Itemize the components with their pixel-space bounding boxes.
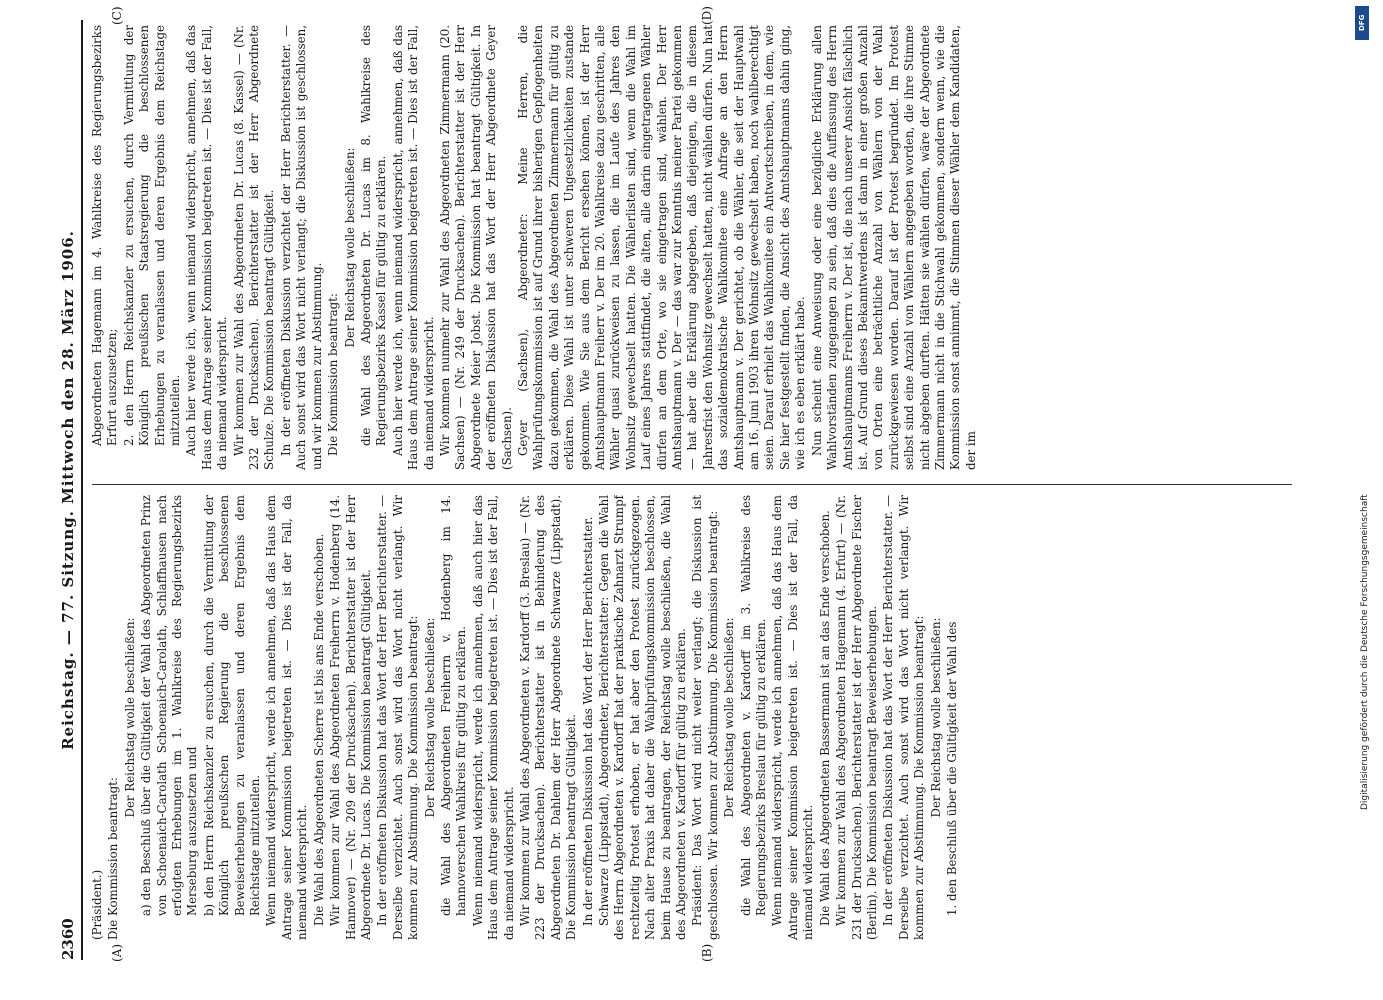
paragraph: Wir kommen zur Wahl des Abgeordneten Freiherrn v. Hodenberg (14. Hannover) — (Nr. 209 der Drucksachen). Berichterstatter ist der Herr Abgeordnete Dr. Lucas. Die Kommission beantragt Gültigkeit. [328,495,373,940]
paragraph: Die Wahl des Abgeordneten Bassermann ist an das Ende verschoben. [817,510,832,926]
paragraph: Die Kommission beantragt: [106,777,121,940]
margin-marker-c: (C) [110,6,124,25]
paragraph: Wenn niemand widerspricht, werde ich annehmen, daß das Haus dem Antrage seiner Kommission beigetreten ist. — Dies ist der Fall, da niemand widerspricht. [264,495,310,940]
paragraph: a) den Beschluß über die Gültigkeit der Wahl des Abgeordneten Prinz von Schoenaich-Carolath Schoenaich-Carolath, Schlaffhausen nach erfolgten Erhebungen im 1. Wahlkreise des Regierungsbezirks Merseburg auszusetzen und [139,495,200,916]
left-text-column [90,495,1295,940]
paragraph: die Wahl des Abgeordneten v. Kardorff im 3. Wahlkreise des Regierungsbezirks Breslau für gültig zu erklären. [738,495,769,916]
paragraph: Abgeordneten Hagemann im 4. Wahlkreise des Regierungsbezirks Erfurt auszusetzen; [90,25,120,446]
paragraph: Schwarze (Lippstadt), Abgeordneter, Berichterstatter: Gegen die Wahl des Herrn Abgeordneten v. Kardorff hat der praktische Zahnarzt Strumpf rechtzeitig Protest erhoben, er hat aber den Protest zurückgezogen. Nach alter Praxis hat daher die Wahlprüfungskommission beschlossen, beim Hause zu beantragen, der Reichstag wolle beschließen, die Wahl des Abgeordneten v. Kardorff für gültig zu erklären. [597,495,689,940]
paragraph: Wir kommen zur Wahl des Abgeordneten v. Kardorff (3. Breslau) — (Nr. 223 der Drucksachen). Berichterstatter ist in Behinderung des Abgeordneten Dr. Dahlem der Herr Abgeordnete Schwarze (Lippstadt). Die Kommission beantragt Gültigkeit. [517,495,579,940]
paragraph: Präsident: Das Wort wird nicht weiter verlangt; die Diskussion ist geschlossen. Wir kommen zur Abstimmung. Die Kommission beantragt: [690,495,720,940]
paragraph: In der eröffneten Diskussion hat das Wort der Herr Berichterstatter. — Derselbe verzichtet. Auch sonst wird das Wort nicht verlangt. Wir kommen zur Abstimmung. Die Kommission beantragt: [375,495,421,940]
paragraph: (Präsident.) [90,869,104,940]
paragraph: Der Reichstag wolle beschließen: [122,617,137,818]
paragraph: Wir kommen nunmehr zur Wahl des Abgeordneten Zimmermann (20. Sachsen) — (Nr. 249 der Drucksachen). Berichterstatter ist der Herr Abgeordnete Meier Jobst. Die Kommission hat beantragt Gültigkeit. In der eröffneten Diskussion hat das Wort der Herr Abgeordnete Geyer (Sachsen). [437,25,514,470]
paragraph: Die Wahl des Abgeordneten Scherre ist bis ans Ende verschoben. [311,533,326,926]
right-text-column [90,25,1295,470]
paragraph: Wenn niemand widerspricht, werde ich annehmen, daß das Haus dem Antrage seiner Kommission beigetreten ist. — Dies ist der Fall, da niemand widerspricht. [770,495,816,940]
paragraph: Wenn niemand widerspricht, werde ich annehmen, daß auch hier das Haus dem Antrage seiner Kommission beigetreten ist. — Dies ist der Fall, da niemand widerspricht. [470,495,516,940]
credit-text: Digitalisierung gefördert durch die Deutsche Forschungsgemeinschaft [1360,494,1370,810]
paragraph: Geyer (Sachsen), Abgeordneter: Meine Herren, die Wahlprüfungskommission ist auf Grund ihrer bisherigen Gepflogenheiten dazu gekommen, die Wahl des Abgeordneten Zimmermann für gültig zu erklären. Diese Wahl ist unter schweren Ungesetzlichkeiten zustande gekommen. Wie Sie aus dem Bericht ersehen können, ist der Herr Amtshauptmann Freiherr v. Der im 20. Wahlkreise dazu geschritten, alle Wähler quasi zurückweisen zu lassen, die im Laufe des Jahres den Wohnsitz gewechselt hatten. Die Wählerlisten sind, wenn die Wahl im Lauf eines Jahres stattfindet, die alten, alle darin eingetragenen Wähler dürfen an dem Orte, wo sie eingetragen sind, wählen. Der Herr Amtshauptmann v. Der — das war zur Kenntnis meiner Partei gekommen — hat aber die Erklärung abgegeben, daß diejenigen, die in diesem Jahresfrist den Wohnsitz gewechselt hatten, nicht wählen dürfen. Nun hat das sozialdemokratische Wahlkomitee eine Anfrage an den Herrn Amtshauptmann v. Der gerichtet, ob die Wähler, die seit der Hauptwahl am 16. Juni 1903 ihren Wohnsitz gewechselt haben, noch wahlberechtigt seien. Darauf erhielt das Wahlkomitee ein Antwortschreiben, in dem, wie Sie hier festgestellt finden, die Ansicht des Amtshauptmanns dahin ging, wie ich es eben erklärt habe. [515,25,808,470]
margin-marker-a: (A) [110,943,124,962]
column-divider [92,484,1292,485]
paragraph: In der eröffneten Diskussion hat das Wort der Herr Berichterstatter. — Derselbe verzichtet. Auch sonst wird das Wort nicht verlangt. Wir kommen zur Abstimmung. Die Kommission beantragt: [881,495,927,940]
paragraph: Der Reichstag wolle beschließen: [722,617,737,818]
paragraph: 1. den Beschluß über die Gültigkeit der Wahl des [944,621,959,916]
paragraph: Auch hier werde ich, wenn niemand widerspricht, annehmen, daß das Haus dem Antrage seiner Kommission beigetreten ist. — Dies ist der Fall, da niemand widerspricht. [184,25,230,470]
paragraph: die Wahl des Abgeordneten Dr. Lucas im 8. Wahlkreise des Regierungsbezirks Kassel für gültig zu erklären. [358,25,389,446]
page-number: 2360 [59,918,77,960]
paragraph: Die Kommission beantragt: [326,293,341,456]
margin-marker-b: (B) [700,943,714,962]
paragraph: Auch hier werde ich, wenn niemand widerspricht, annehmen, daß das Haus dem Antrage seiner Kommission beigetreten ist. — Dies ist der Fall, da niemand widerspricht. [390,25,436,470]
paragraph: 2. den Herrn Reichskanzler zu ersuchen, durch Vermittlung der Königlich preußischen Staatsregierung die beschlossenen Erhebungen zu veranlassen und deren Ergebnis dem Reichstage mitzuteilen. [121,25,183,446]
paragraph: In der eröffneten Diskussion hat das Wort der Herr Berichterstatter. [580,516,595,926]
paragraph: Der Reichstag wolle beschließen: [422,617,437,818]
paragraph: die Wahl des Abgeordneten Freiherrn v. Hodenberg im 14. hannoverschen Wahlkreis für gültig zu erklären. [438,495,469,916]
page-title: Reichstag. — 77. Sitzung. Mittwoch den 28. März 1906. [59,230,77,750]
dfg-logo: DFG [1355,6,1369,40]
digitization-credit [1352,0,1382,1000]
paragraph: Wir kommen zur Wahl des Abgeordneten Dr. Lucas (8. Kassel) — (Nr. 232 der Drucksachen). Berichterstatter ist der Herr Abgeordnete Schulze. Die Kommission beantragt Gültigkeit. [231,25,277,470]
paragraph: Wir kommen zur Wahl des Abgeordneten Hagemann (4. Erfurt) — (Nr. 231 der Drucksachen). Berichterstatter ist der Herr Abgeordnete Fischer (Berlin). Die Kommission beantragt Beweiserhebungen. [834,495,879,940]
paragraph: In der eröffneten Diskussion verzichtet der Herr Berichterstatter. — Auch sonst wird das Wort nicht verlangt; die Diskussion ist geschlossen, und wir kommen zur Abstimmung. [278,25,324,470]
page-header [55,20,83,960]
paragraph: Der Reichstag wolle beschließen: [928,617,943,818]
paragraph: b) den Herrn Reichskanzler zu ersuchen, durch die Vermittlung der Königlich preußischen Regierung die beschlossenen Beweiserhebungen zu veranlassen und deren Ergebnis dem Reichstage mitzuteilen. [201,495,263,916]
paragraph: Nun scheint eine Anweisung oder eine bezügliche Erklärung allen Wahlvorständen zugegangen zu sein, daß dies die Auffassung des Herrn Amtshauptmanns Freiherrn v. Der ist, die nach unserer Ansicht fälschlich ist. Auf Grund dieses Bekanntwerdens ist dann in einer großen Anzahl von Orten eine beträchtliche Anzahl von Wählern von der Wahl zurückgewiesen worden. Darauf ist der Protest begründet. Im Protest selbst sind eine Anzahl von Wählern angegeben worden, die ihre Stimme nicht abgeben durften. Hätten sie wählen dürfen, wäre der Abgeordnete Zimmermann nicht in die Stichwahl gekommen, sondern wenn, wie die Kommission sonst annimmt, die Stimmen dieser Wähler dem Kandidaten, der im [809,25,978,470]
paragraph: Der Reichstag wolle beschließen: [342,147,357,348]
margin-marker-d: (D) [700,6,714,25]
